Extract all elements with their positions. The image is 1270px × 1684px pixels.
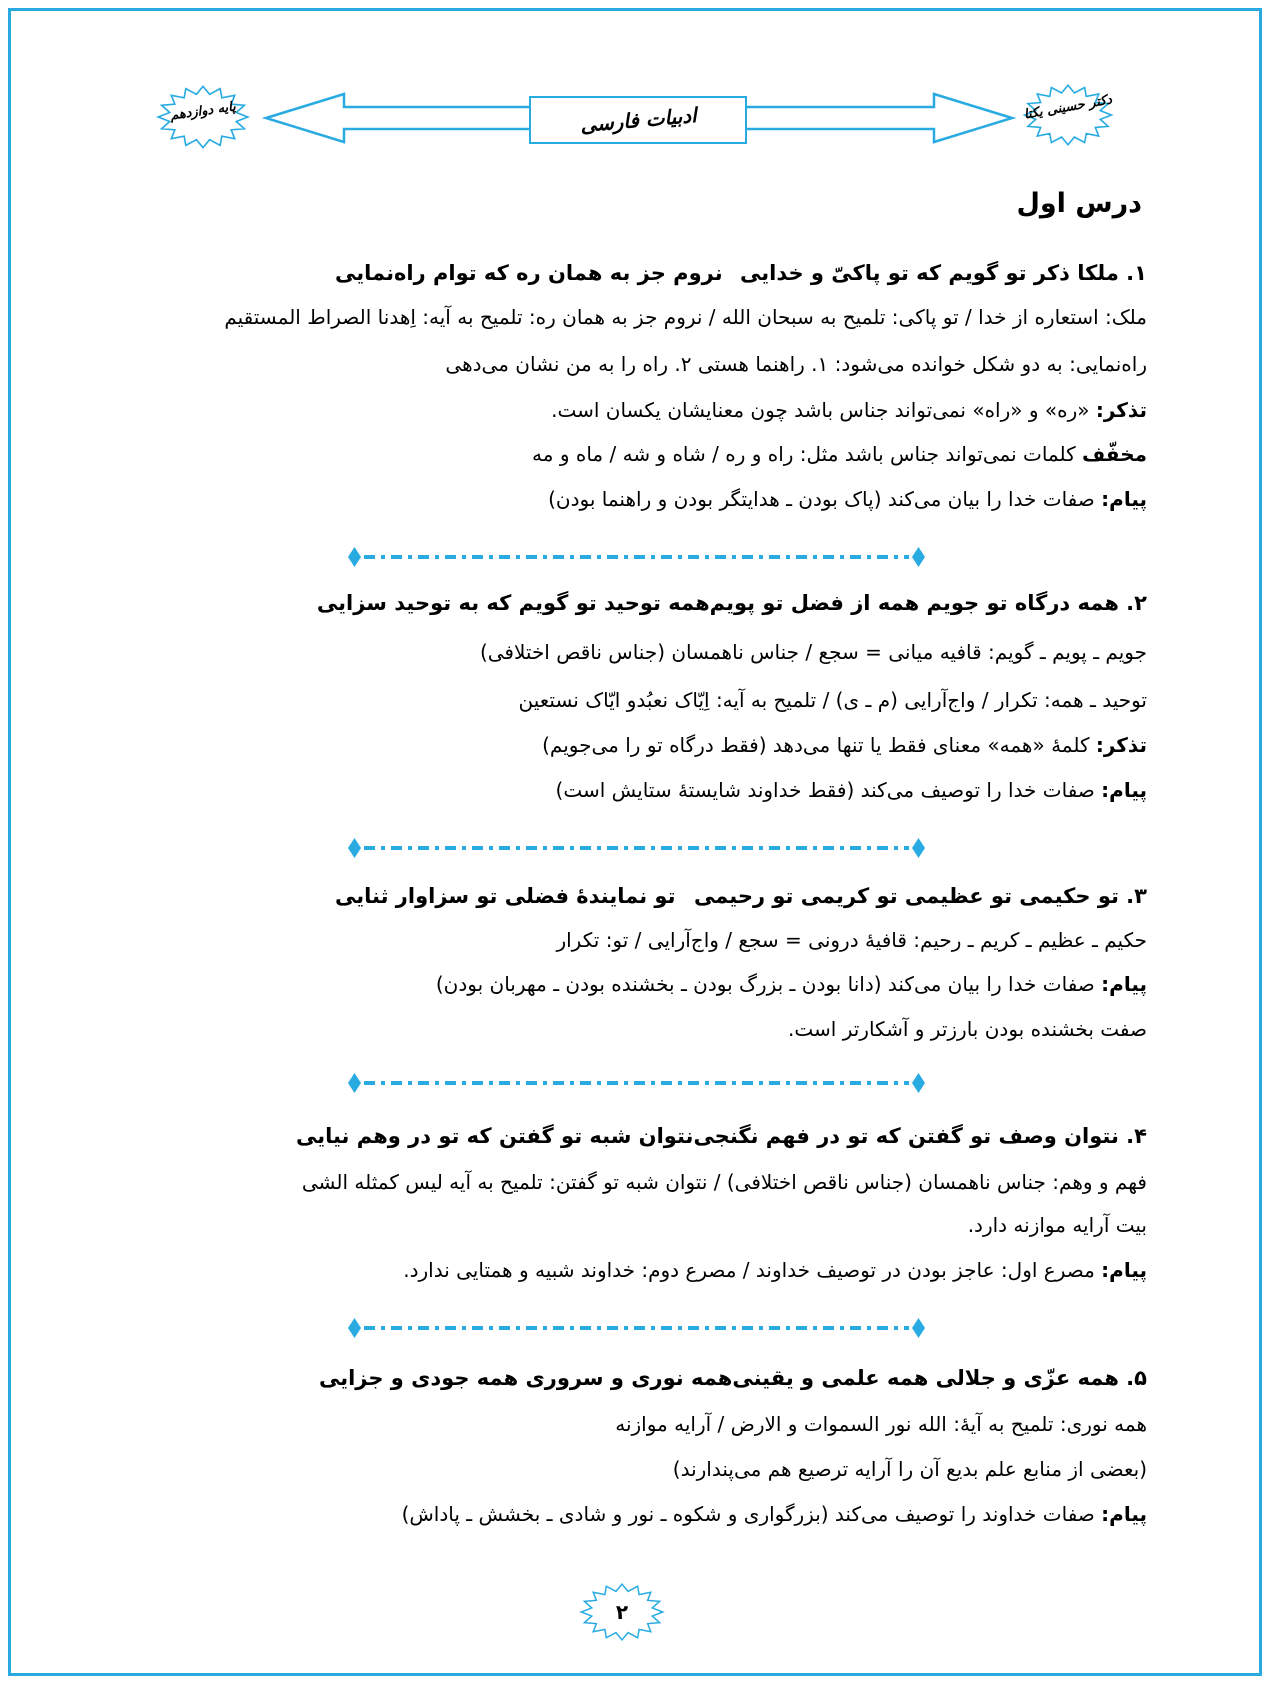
line-text: کلمهٔ «همه» معنای فقط یا تنها می‌دهد (فقط درگاه تو را می‌جویم): [542, 733, 1096, 757]
analysis-line: [130, 1502, 1147, 1526]
divider-line: [364, 555, 909, 559]
verse-right-hemistich: ۲. همه درگاه تو جویم همه از فضل تو پویم: [709, 591, 1147, 615]
line-text: ملک: استعاره از خدا / تو پاکی: تلمیح به سبحان الله / نروم جز به همان ره: تلمیح به آیه: اِهدنا الصراط المستقیم: [224, 305, 1147, 329]
header-subject-box: [529, 96, 747, 144]
diamond-icon: [348, 838, 361, 858]
analysis-line: [130, 972, 1147, 996]
analysis-line: [130, 398, 1147, 422]
line-text: مصرع اول: عاجز بودن در توصیف خداوند / مصرع دوم: خداوند شبیه و همتایی ندارد.: [403, 1258, 1102, 1282]
verse-left-hemistich: همه توحید تو گویم که به توحید سزایی: [316, 591, 710, 615]
line-prefix: پیام:: [1101, 778, 1147, 802]
section-divider: [348, 837, 925, 859]
verse-line: [318, 1366, 1147, 1390]
line-prefix: پیام:: [1101, 1258, 1147, 1282]
line-prefix: پیام:: [1101, 972, 1147, 996]
header-subject-title: ادبیات فارسی: [578, 102, 698, 138]
verse-left-hemistich: تو نمایندهٔ فضلی تو سزاوار ثنایی: [335, 884, 676, 908]
lesson-title: درس اول: [1016, 188, 1142, 219]
line-prefix: تذکر:: [1095, 398, 1147, 422]
analysis-line: [130, 1170, 1147, 1194]
line-text: بیت آرایه موازنه دارد.: [967, 1213, 1147, 1237]
diamond-icon: [348, 1318, 361, 1338]
analysis-line: [130, 928, 1147, 952]
diamond-icon: [912, 1318, 925, 1338]
line-text: صفات خدا را توصیف می‌کند (فقط خداوند شایستهٔ ستایش است): [555, 778, 1102, 802]
diamond-icon: [912, 1073, 925, 1093]
right-arrow: [741, 92, 1016, 144]
line-text: صفات خدا را بیان می‌کند (دانا بودن ـ بزرگ بودن ـ بخشنده بودن ـ مهربان بودن): [435, 972, 1102, 996]
divider-line: [364, 846, 909, 850]
diamond-icon: [348, 547, 361, 567]
section-divider: [348, 1072, 925, 1094]
verse-right-hemistich: ۵. همه عزّی و جلالی همه علمی و یقینی: [732, 1366, 1147, 1390]
line-text: راه‌نمایی: به دو شکل خوانده می‌شود: ۱. راهنما هستی ۲. راه را به من نشان می‌دهی: [445, 352, 1147, 376]
analysis-line: [130, 487, 1147, 511]
verse-left-hemistich: همه نوری و سروری همه جودی و جزایی: [318, 1366, 733, 1390]
verse-line: [335, 884, 1147, 908]
verse-line: [335, 261, 1147, 285]
left-arrow: [262, 92, 532, 144]
line-text: جویم ـ پویم ـ گویم: قافیه میانی = سجع / جناس ناهمسان (جناس ناقص اختلافی): [479, 640, 1147, 664]
line-text: صفات خدا را بیان می‌کند (پاک بودن ـ هدایتگر بودن و راهنما بودن): [548, 487, 1102, 511]
divider-line: [364, 1081, 909, 1085]
analysis-line: [130, 305, 1147, 329]
analysis-line: [130, 1457, 1147, 1481]
grade-badge-label: پایه دوازدهم: [169, 99, 237, 124]
diamond-icon: [348, 1073, 361, 1093]
analysis-line: [130, 688, 1147, 712]
line-text: فهم و وهم: جناس ناهمسان (جناس ناقص اختلافی) / نتوان شبه تو گفتن: تلمیح به آیه لیس کمثله الشی: [301, 1170, 1147, 1194]
analysis-line: [130, 1412, 1147, 1436]
analysis-line: [130, 442, 1147, 466]
line-text: صفات خداوند را توصیف می‌کند (بزرگواری و شکوه ـ نور و شادی ـ بخشش ـ پاداش): [401, 1502, 1102, 1526]
divider-line: [364, 1326, 909, 1330]
verse-left-hemistich: نروم جز به همان ره که توام راه‌نمایی: [335, 261, 723, 285]
section-divider: [348, 546, 925, 568]
right-arrow-icon: [741, 92, 1016, 144]
verse-right-hemistich: ۴. نتوان وصف تو گفتن که تو در فهم نگنجی: [693, 1124, 1147, 1148]
verse-line: [316, 591, 1147, 615]
verse-right-hemistich: ۳. تو حکیمی تو عظیمی تو کریمی تو رحیمی: [693, 884, 1147, 908]
author-badge-label: دکتر حسینی یکتا: [1022, 92, 1114, 123]
analysis-line: [130, 778, 1147, 802]
line-prefix: تذکر:: [1095, 733, 1147, 757]
page-number: ۲: [615, 1600, 629, 1624]
analysis-line: [130, 352, 1147, 376]
line-text: «ره» و «راه» نمی‌تواند جناس باشد چون معنایشان یکسان است.: [551, 398, 1096, 422]
verse-right-hemistich: ۱. ملکا ذکر تو گویم که تو پاکیّ و خدایی: [740, 261, 1147, 285]
line-text: کلمات نمی‌تواند جناس باشد مثل: راه و ره / شاه و شه / ماه و مه: [532, 442, 1082, 466]
analysis-line: [130, 733, 1147, 757]
line-text: (بعضی از منابع علم بدیع آن را آرایه ترصیع هم می‌پندارند): [672, 1457, 1147, 1481]
line-text: حکیم ـ عظیم ـ کریم ـ رحیم: قافیهٔ درونی = سجع / واج‌آرایی / تو: تکرار: [556, 928, 1147, 952]
verse-line: [295, 1124, 1147, 1148]
line-text: همه نوری: تلمیح به آیهٔ: الله نور السموات و الارض / آرایه موازنه: [615, 1412, 1147, 1436]
analysis-line: [130, 1213, 1147, 1237]
line-prefix: پیام:: [1101, 487, 1147, 511]
analysis-line: [130, 1258, 1147, 1282]
line-prefix: مخفّف: [1081, 442, 1147, 466]
line-prefix: پیام:: [1101, 1502, 1147, 1526]
line-text: صفت بخشنده بودن بارزتر و آشکارتر است.: [788, 1017, 1147, 1041]
left-arrow-icon: [262, 92, 532, 144]
section-divider: [348, 1317, 925, 1339]
diamond-icon: [912, 838, 925, 858]
analysis-line: [130, 640, 1147, 664]
analysis-line: [130, 1017, 1147, 1041]
line-text: توحید ـ همه: تکرار / واج‌آرایی (م ـ ی) / تلمیح به آیه: اِیّاک نعبُدو ایّاک نستعین: [518, 688, 1147, 712]
diamond-icon: [912, 547, 925, 567]
verse-left-hemistich: نتوان شبه تو گفتن که تو در وهم نیایی: [295, 1124, 694, 1148]
